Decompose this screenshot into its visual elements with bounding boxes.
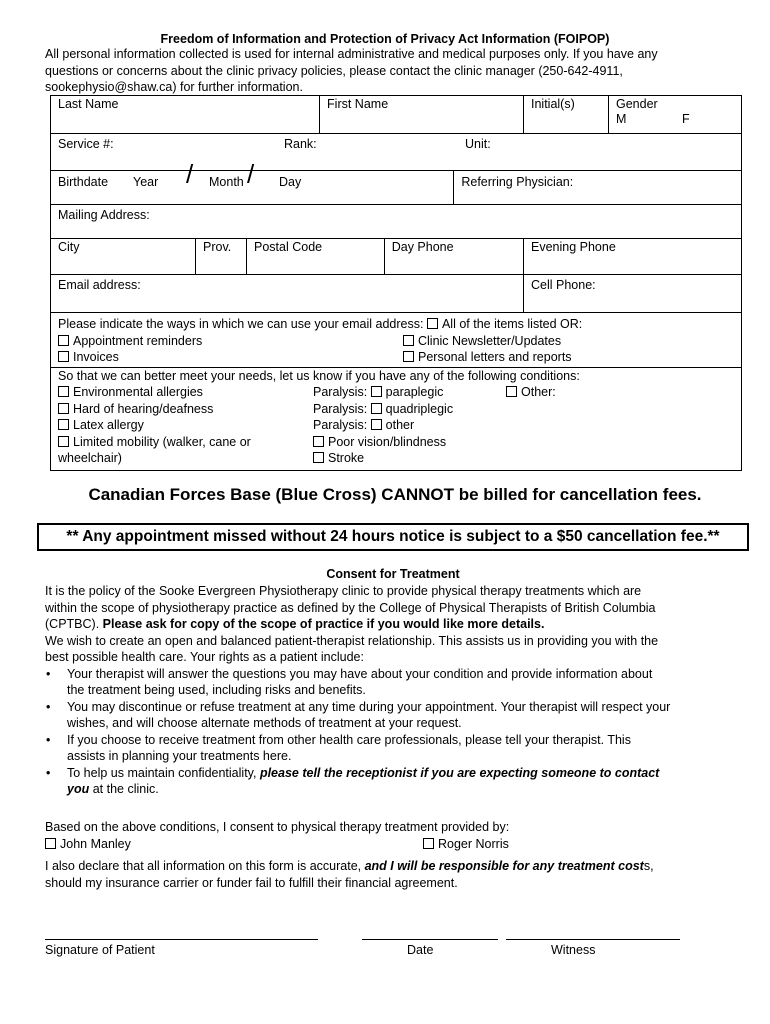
scope-request: Please ask for copy of the scope of practice if you would like more details.: [102, 617, 545, 631]
patient-info-table: [50, 95, 742, 471]
signature-label: Signature of Patient: [45, 943, 155, 957]
city-label: City: [58, 240, 80, 254]
province-label: Prov.: [203, 240, 232, 254]
list-item: • To help us maintain confidentiality, please tell the receptionist if you are expecting someone to contact you at the clinic.: [46, 765, 660, 796]
referring-physician-field[interactable]: [454, 171, 742, 205]
unit-field[interactable]: Unit:: [465, 137, 491, 151]
last-name-label: Last Name: [58, 97, 119, 111]
condition-quadriplegic-option[interactable]: Paralysis: quadriplegic: [313, 401, 454, 416]
birthdate-label: Birthdate: [58, 175, 109, 189]
declaration: I also declare that all information on this form is accurate, and I will be responsible for any treatment costs, should my insurance carrier or funder fail to fulfill their financial agreement.: [45, 859, 654, 890]
condition-other-option[interactable]: Other:: [506, 384, 556, 401]
checkbox-icon[interactable]: [58, 386, 69, 397]
checkbox-icon[interactable]: [403, 351, 414, 362]
therapist-john-option[interactable]: John Manley: [45, 837, 131, 851]
checkbox-icon[interactable]: [313, 436, 324, 447]
foipop-title: Freedom of Information and Protection of Privacy Act Information (FOIPOP): [160, 32, 610, 46]
consent-p2-line-1: We wish to create an open and balanced patient-therapist relationship. This assists us in providing you with the: [45, 633, 659, 648]
condition-stroke-option[interactable]: Stroke: [313, 450, 364, 467]
initials-label: Initial(s): [531, 97, 575, 111]
email-use-section: [51, 313, 742, 368]
patient-rights-list: [45, 666, 755, 798]
city-field[interactable]: [51, 239, 196, 275]
email-use-prompt: Please indicate the ways in which we can use your email address:: [58, 317, 424, 331]
gender-m-option[interactable]: M: [616, 112, 627, 126]
cell-phone-field[interactable]: [524, 275, 742, 313]
consent-body: [45, 583, 755, 798]
first-name-field[interactable]: [320, 96, 524, 134]
condition-mobility-line-2: wheelchair): [58, 451, 122, 465]
postal-code-field[interactable]: [247, 239, 385, 275]
condition-paralysis-other-option[interactable]: Paralysis: other: [313, 418, 415, 432]
evening-phone-label: Evening Phone: [531, 240, 616, 254]
bullet-icon: •: [46, 699, 51, 714]
checkbox-icon[interactable]: [58, 436, 69, 447]
foipop-paragraph: [45, 46, 745, 96]
cfb-notice: Canadian Forces Base (Blue Cross) CANNOT be billed for cancellation fees.: [88, 485, 702, 504]
condition-paraplegic-option[interactable]: Paralysis: paraplegic: [313, 385, 444, 399]
foipop-line-3: sookephysio@shaw.ca) for further information.: [45, 80, 303, 94]
consent-p2-line-2: best possible health care. Your rights as a patient include:: [45, 650, 364, 664]
checkbox-icon[interactable]: [371, 403, 382, 414]
condition-vision-option[interactable]: Poor vision/blindness: [313, 434, 446, 451]
gender-f-option[interactable]: F: [682, 112, 690, 126]
condition-environmental-option[interactable]: Environmental allergies: [58, 384, 203, 401]
email-newsletter-option[interactable]: Clinic Newsletter/Updates: [403, 333, 561, 350]
email-address-label: Email address:: [58, 278, 141, 292]
condition-hearing-option[interactable]: Hard of hearing/deafness: [58, 401, 213, 418]
last-name-field[interactable]: [51, 96, 320, 134]
cancellation-fee-notice: ** Any appointment missed without 24 hours notice is subject to a $50 cancellation fee.**: [37, 523, 749, 551]
list-item: • Your therapist will answer the questions you may have about your condition and provide information about the treatment being used, including risks and benefits.: [46, 666, 653, 697]
checkbox-icon[interactable]: [506, 386, 517, 397]
postal-code-label: Postal Code: [254, 240, 323, 254]
list-item: • You may discontinue or refuse treatment at any time during your appointment. Your therapist will respect your wishes, and will choose alternate methods of treatment at your request.: [46, 699, 671, 730]
signature-line[interactable]: [45, 939, 318, 940]
checkbox-icon[interactable]: [58, 351, 69, 362]
checkbox-icon[interactable]: [423, 838, 434, 849]
checkbox-icon[interactable]: [403, 335, 414, 346]
gender-field[interactable]: [609, 96, 742, 134]
date-label: Date: [407, 943, 434, 957]
email-personal-option[interactable]: Personal letters and reports: [403, 349, 572, 366]
day-phone-label: Day Phone: [391, 240, 454, 254]
month-label: Month: [209, 175, 244, 189]
date-line[interactable]: [362, 939, 498, 940]
condition-latex-option[interactable]: Latex allergy: [58, 417, 144, 434]
rank-field[interactable]: Rank:: [284, 137, 317, 151]
date-separator-2: /: [247, 159, 255, 189]
email-invoices-option[interactable]: Invoices: [58, 349, 119, 366]
foipop-line-2: questions or concerns about the clinic privacy policies, please contact the clinic manager (250-642-4911,: [45, 63, 623, 78]
year-label: Year: [133, 175, 159, 189]
list-item: • If you choose to receive treatment from other health care professionals, please tell your therapist. This assists in planning your treatments here.: [46, 732, 631, 763]
referring-physician-label: Referring Physician:: [461, 175, 574, 189]
therapist-roger-option[interactable]: Roger Norris: [423, 837, 509, 851]
bullet-icon: •: [46, 765, 51, 780]
cell-phone-label: Cell Phone:: [531, 278, 596, 292]
condition-mobility-option[interactable]: Limited mobility (walker, cane or: [58, 434, 251, 451]
conditions-prompt: So that we can better meet your needs, let us know if you have any of the following conditions:: [58, 368, 580, 383]
bullet-icon: •: [46, 732, 51, 747]
consent-statement: Based on the above conditions, I consent to physical therapy treatment provided by:: [45, 820, 510, 834]
checkbox-icon[interactable]: [58, 335, 69, 346]
date-separator-1: /: [186, 159, 194, 189]
gender-label: Gender: [616, 97, 658, 111]
province-field[interactable]: [196, 239, 247, 275]
foipop-line-1: All personal information collected is used for internal administrative and medical purposes only. If you have any: [45, 47, 658, 61]
service-row: [51, 134, 742, 171]
checkbox-icon[interactable]: [427, 318, 438, 329]
mailing-address-field[interactable]: [51, 205, 742, 239]
witness-label: Witness: [551, 943, 596, 957]
consent-p1-line-1: It is the policy of the Sooke Evergreen Physiotherapy clinic to provide physical therapy treatments which are: [45, 584, 642, 598]
day-phone-field[interactable]: [384, 239, 523, 275]
consent-p1-line-2: within the scope of physiotherapy practice as defined by the College of Physical Therapists of British Columbia: [45, 600, 656, 615]
bullet-icon: •: [46, 666, 51, 681]
conditions-section: [51, 367, 742, 470]
checkbox-icon[interactable]: [313, 452, 324, 463]
witness-line[interactable]: [506, 939, 680, 940]
birthdate-field[interactable]: [51, 159, 454, 205]
checkbox-icon[interactable]: [58, 403, 69, 414]
consent-p1-line-3: (CPTBC). Please ask for copy of the scope of practice if you would like more details.: [45, 617, 545, 631]
mailing-address-label: Mailing Address:: [58, 208, 150, 222]
evening-phone-field[interactable]: [524, 239, 742, 275]
service-number-field[interactable]: Service #:: [58, 137, 114, 151]
checkbox-icon[interactable]: [45, 838, 56, 849]
first-name-label: First Name: [327, 97, 389, 111]
consent-title: Consent for Treatment: [326, 567, 460, 581]
checkbox-icon[interactable]: [371, 386, 382, 397]
checkbox-icon[interactable]: [371, 419, 382, 430]
day-label: Day: [279, 175, 302, 189]
email-appointment-option[interactable]: Appointment reminders: [58, 333, 202, 350]
checkbox-icon[interactable]: [58, 419, 69, 430]
email-address-field[interactable]: [51, 275, 524, 313]
initials-field[interactable]: [524, 96, 609, 134]
email-all-items-option[interactable]: All of the items listed OR:: [427, 317, 582, 331]
